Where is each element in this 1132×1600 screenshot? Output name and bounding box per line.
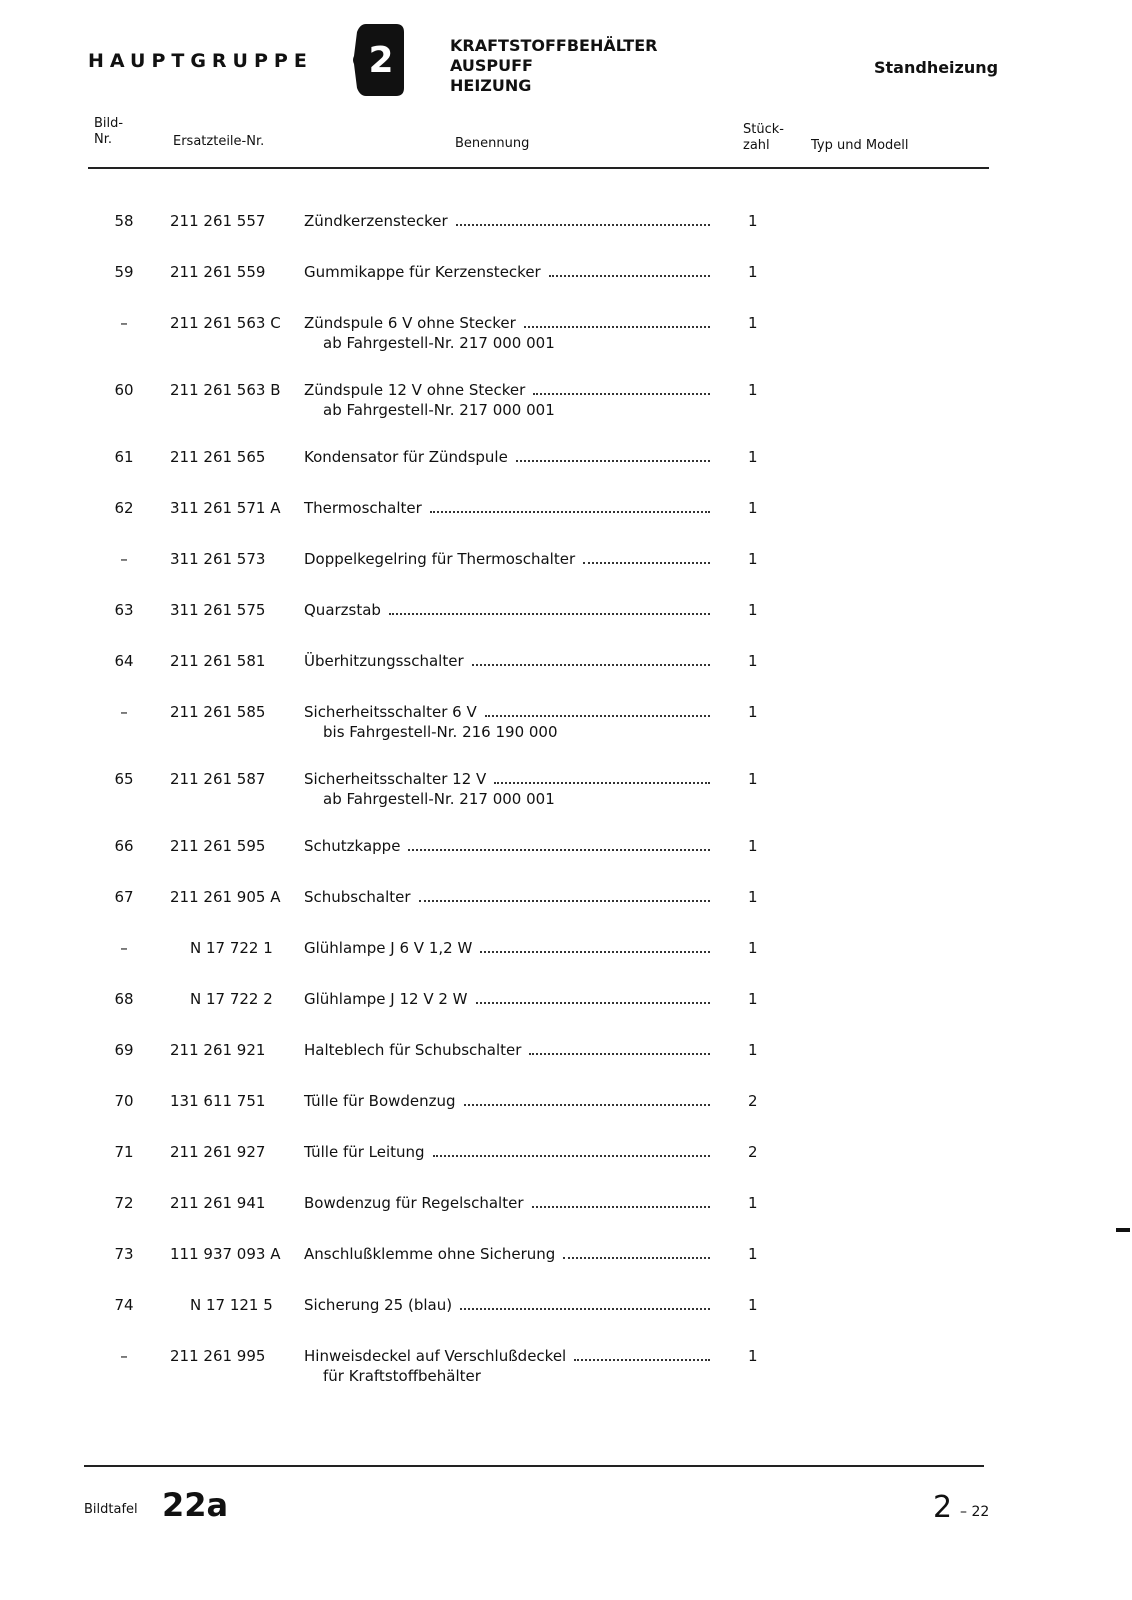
- bild-nr: 66: [114, 837, 134, 855]
- designation-note: ab Fahrgestell-Nr. 217 000 001: [323, 790, 555, 808]
- bild-nr: –: [120, 314, 128, 332]
- designation-text: Glühlampe J 6 V 1,2 W: [304, 939, 473, 957]
- group-title: KRAFTSTOFFBEHÄLTER: [450, 36, 658, 55]
- column-header-stueck-line2: zahl: [743, 138, 770, 153]
- footer-divider: [84, 1465, 984, 1467]
- designation-text: Halteblech für Schubschalter: [304, 1041, 522, 1059]
- table-row: [0, 601, 1132, 652]
- dot-leader: [533, 381, 710, 395]
- column-header-bild: [94, 116, 123, 148]
- bild-nr: 61: [114, 448, 134, 466]
- table-row: [0, 1143, 1132, 1194]
- designation: [304, 703, 712, 721]
- group-number: 2: [368, 40, 394, 81]
- table-row: [0, 1194, 1132, 1245]
- designation-note: bis Fahrgestell-Nr. 216 190 000: [323, 723, 558, 741]
- column-header-stueckzahl: [743, 122, 784, 154]
- designation-text: Sicherung 25 (blau): [304, 1296, 453, 1314]
- part-number: 311 261 573: [170, 550, 266, 568]
- bild-nr: 73: [114, 1245, 134, 1263]
- designation: [304, 212, 712, 230]
- bild-nr: 69: [114, 1041, 134, 1059]
- dot-leader: [419, 888, 710, 902]
- designation: [304, 770, 712, 788]
- designation-text: Bowdenzug für Regelschalter: [304, 1194, 524, 1212]
- column-header-stueck-line1: Stück-: [743, 122, 784, 137]
- table-row: [0, 499, 1132, 550]
- designation: [304, 1245, 712, 1263]
- hauptgruppe-label: HAUPTGRUPPE: [88, 50, 313, 72]
- designation: [304, 499, 712, 517]
- dot-leader: [476, 990, 710, 1004]
- part-number: 311 261 571 A: [170, 499, 281, 517]
- group-titles: [450, 36, 657, 96]
- designation-text: Sicherheitsschalter 6 V: [304, 703, 477, 721]
- dot-leader: [583, 550, 710, 564]
- quantity: 1: [748, 652, 758, 670]
- bild-nr: 65: [114, 770, 134, 788]
- table-row: [0, 314, 1132, 381]
- bild-nr: –: [120, 550, 128, 568]
- designation-text: Zündspule 6 V ohne Stecker: [304, 314, 516, 332]
- column-header-bild-line2: Nr.: [94, 132, 113, 147]
- part-number: 211 261 921: [170, 1041, 266, 1059]
- designation: [304, 601, 712, 619]
- quantity: 1: [748, 550, 758, 568]
- quantity: 1: [748, 1296, 758, 1314]
- part-number: 211 261 565: [170, 448, 266, 466]
- bild-nr: 67: [114, 888, 134, 906]
- table-row: [0, 888, 1132, 939]
- designation-note: ab Fahrgestell-Nr. 217 000 001: [323, 401, 555, 419]
- section-title: Standheizung: [874, 58, 999, 77]
- bild-nr: 59: [114, 263, 134, 281]
- quantity: 1: [748, 770, 758, 788]
- group-badge-shape: [352, 22, 406, 98]
- designation: [304, 1296, 712, 1314]
- designation: [304, 990, 712, 1008]
- designation: [304, 888, 712, 906]
- bild-nr: –: [120, 703, 128, 721]
- page-subnumber: – 22: [960, 1504, 990, 1520]
- table-row: [0, 837, 1132, 888]
- bild-nr: –: [120, 1347, 128, 1365]
- bild-nr: 70: [114, 1092, 134, 1110]
- table-row: [0, 652, 1132, 703]
- quantity: 1: [748, 939, 758, 957]
- part-number: 211 261 581: [170, 652, 266, 670]
- table-row: [0, 263, 1132, 314]
- table-row: [0, 212, 1132, 263]
- designation-text: Überhitzungsschalter: [304, 652, 464, 670]
- quantity: 1: [748, 1194, 758, 1212]
- designation-text: Gummikappe für Kerzenstecker: [304, 263, 541, 281]
- dot-leader: [549, 263, 710, 277]
- table-row: [0, 1245, 1132, 1296]
- bild-nr: –: [120, 939, 128, 957]
- bild-nr: 62: [114, 499, 134, 517]
- quantity: 2: [748, 1143, 758, 1161]
- dot-leader: [464, 1092, 710, 1106]
- designation-text: Tülle für Bowdenzug: [304, 1092, 456, 1110]
- designation: [304, 939, 712, 957]
- dot-leader: [430, 499, 710, 513]
- quantity: 1: [748, 1245, 758, 1263]
- table-row: [0, 1347, 1132, 1414]
- quantity: 1: [748, 263, 758, 281]
- designation: [304, 381, 712, 399]
- designation: [304, 1041, 712, 1059]
- part-number: 211 261 905 A: [170, 888, 281, 906]
- dot-leader: [574, 1347, 710, 1361]
- group-title: AUSPUFF: [450, 56, 533, 75]
- table-row: [0, 990, 1132, 1041]
- dot-leader: [494, 770, 710, 784]
- page-number: 2: [933, 1490, 953, 1525]
- part-number: 111 937 093 A: [170, 1245, 281, 1263]
- table-row: [0, 1041, 1132, 1092]
- quantity: 1: [748, 1041, 758, 1059]
- table-row: [0, 448, 1132, 499]
- bild-nr: 74: [114, 1296, 134, 1314]
- quantity: 1: [748, 499, 758, 517]
- column-header-typ: Typ und Modell: [811, 138, 909, 153]
- designation-text: Schubschalter: [304, 888, 411, 906]
- quantity: 1: [748, 212, 758, 230]
- designation-text: Zündspule 12 V ohne Stecker: [304, 381, 526, 399]
- part-number: 211 261 587: [170, 770, 266, 788]
- designation-text: Sicherheitsschalter 12 V: [304, 770, 487, 788]
- bild-nr: 58: [114, 212, 134, 230]
- part-number: 211 261 559: [170, 263, 266, 281]
- quantity: 1: [748, 990, 758, 1008]
- dot-leader: [563, 1245, 710, 1259]
- column-header-benennung: Benennung: [455, 136, 530, 151]
- quantity: 1: [748, 381, 758, 399]
- designation-text: Quarzstab: [304, 601, 381, 619]
- bild-nr: 64: [114, 652, 134, 670]
- dot-leader: [472, 652, 710, 666]
- designation: [304, 550, 712, 568]
- part-number: 211 261 585: [170, 703, 266, 721]
- quantity: 1: [748, 888, 758, 906]
- dot-leader: [532, 1194, 711, 1208]
- table-row: [0, 703, 1132, 770]
- bild-nr: 68: [114, 990, 134, 1008]
- dot-leader: [516, 448, 710, 462]
- designation-text: Zündkerzenstecker: [304, 212, 448, 230]
- header-divider: [88, 167, 989, 169]
- table-row: [0, 550, 1132, 601]
- designation: [304, 837, 712, 855]
- designation: [304, 263, 712, 281]
- part-number: 211 261 563 C: [170, 314, 281, 332]
- part-number: 131 611 751: [170, 1092, 266, 1110]
- dot-leader: [389, 601, 710, 615]
- part-number: 311 261 575: [170, 601, 266, 619]
- bild-nr: 60: [114, 381, 134, 399]
- quantity: 1: [748, 601, 758, 619]
- quantity: 2: [748, 1092, 758, 1110]
- designation-text: Anschlußklemme ohne Sicherung: [304, 1245, 556, 1263]
- designation-text: Glühlampe J 12 V 2 W: [304, 990, 468, 1008]
- bild-nr: 71: [114, 1143, 134, 1161]
- part-number: 211 261 557: [170, 212, 266, 230]
- designation: [304, 1194, 712, 1212]
- part-number: 211 261 563 B: [170, 381, 281, 399]
- dot-leader: [529, 1041, 710, 1055]
- table-row: [0, 1092, 1132, 1143]
- group-title: HEIZUNG: [450, 76, 532, 95]
- table-row: [0, 381, 1132, 448]
- designation-text: Tülle für Leitung: [304, 1143, 425, 1161]
- table-row: [0, 1296, 1132, 1347]
- dot-leader: [480, 939, 710, 953]
- dot-leader: [485, 703, 710, 717]
- quantity: 1: [748, 703, 758, 721]
- designation-text: Schutzkappe: [304, 837, 401, 855]
- dot-leader: [460, 1296, 710, 1310]
- designation-text: Kondensator für Zündspule: [304, 448, 508, 466]
- designation: [304, 652, 712, 670]
- bildtafel-label: Bildtafel: [84, 1502, 138, 1517]
- dot-leader: [433, 1143, 710, 1157]
- designation-text: Hinweisdeckel auf Verschlußdeckel: [304, 1347, 567, 1365]
- part-number: N 17 722 2: [190, 990, 273, 1008]
- column-header-ersatzteile: Ersatzteile-Nr.: [173, 134, 265, 149]
- designation: [304, 1347, 712, 1365]
- quantity: 1: [748, 448, 758, 466]
- designation-text: Doppelkegelring für Thermoschalter: [304, 550, 576, 568]
- table-row: [0, 770, 1132, 837]
- part-number: 211 261 595: [170, 837, 266, 855]
- designation-note: für Kraftstoffbehälter: [323, 1367, 481, 1385]
- parts-list: [0, 212, 1132, 1414]
- part-number: 211 261 927: [170, 1143, 266, 1161]
- bildtafel-number: 22a: [162, 1486, 229, 1524]
- designation: [304, 448, 712, 466]
- edge-mark: [1116, 1228, 1130, 1232]
- quantity: 1: [748, 1347, 758, 1365]
- designation: [304, 314, 712, 332]
- designation-text: Thermoschalter: [304, 499, 422, 517]
- designation: [304, 1143, 712, 1161]
- part-number: 211 261 995: [170, 1347, 266, 1365]
- part-number: N 17 121 5: [190, 1296, 273, 1314]
- designation-note: ab Fahrgestell-Nr. 217 000 001: [323, 334, 555, 352]
- dot-leader: [524, 314, 710, 328]
- bild-nr: 63: [114, 601, 134, 619]
- dot-leader: [456, 212, 710, 226]
- table-row: [0, 939, 1132, 990]
- group-number-badge: [352, 22, 406, 98]
- bild-nr: 72: [114, 1194, 134, 1212]
- quantity: 1: [748, 837, 758, 855]
- part-number: 211 261 941: [170, 1194, 266, 1212]
- dot-leader: [408, 837, 710, 851]
- part-number: N 17 722 1: [190, 939, 273, 957]
- quantity: 1: [748, 314, 758, 332]
- designation: [304, 1092, 712, 1110]
- column-header-bild-line1: Bild-: [94, 116, 124, 131]
